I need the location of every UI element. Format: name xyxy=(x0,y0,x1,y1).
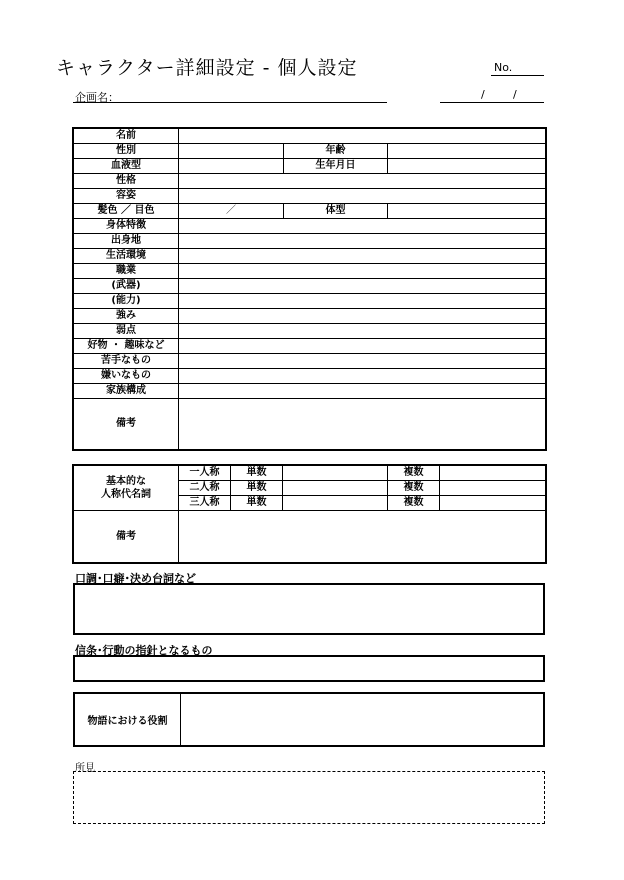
occupation-field[interactable] xyxy=(179,264,546,279)
ability-label: (能力) xyxy=(74,294,179,309)
age-label: 年齢 xyxy=(284,144,388,159)
age-field[interactable] xyxy=(388,144,546,159)
plural-label: 複数 xyxy=(388,466,440,481)
personality-field[interactable] xyxy=(179,174,546,189)
ability-field[interactable] xyxy=(179,294,546,309)
hair-eye-separator: ／ xyxy=(226,205,236,216)
strength-field[interactable] xyxy=(179,309,546,324)
hair-eye-color-field[interactable] xyxy=(179,204,284,219)
appearance-label: 容姿 xyxy=(74,189,179,204)
speech-field[interactable] xyxy=(73,583,545,635)
pronoun-label-line1: 基本的な xyxy=(106,476,146,487)
appearance-field[interactable] xyxy=(179,189,546,204)
body-type-field[interactable] xyxy=(388,204,546,219)
birthday-label: 生年月日 xyxy=(284,159,388,174)
remarks-field[interactable] xyxy=(73,771,545,824)
blood-type-field[interactable] xyxy=(179,159,284,174)
singular-label: 単数 xyxy=(231,481,283,496)
notes-field[interactable] xyxy=(179,399,546,450)
singular-label: 単数 xyxy=(231,466,283,481)
profile-table xyxy=(73,128,546,450)
birthday-field[interactable] xyxy=(388,159,546,174)
number-label: No. xyxy=(494,61,513,74)
plural-label: 複数 xyxy=(388,496,440,511)
weapon-label: (武器) xyxy=(74,279,179,294)
physical-features-label: 身体特徴 xyxy=(74,219,179,234)
occupation-label: 職業 xyxy=(74,264,179,279)
body-type-label: 体型 xyxy=(284,204,388,219)
family-label: 家族構成 xyxy=(74,384,179,399)
second-person-plural-field[interactable] xyxy=(440,481,546,496)
weak-at-label: 苦手なもの xyxy=(74,354,179,369)
environment-field[interactable] xyxy=(179,249,546,264)
family-field[interactable] xyxy=(179,384,546,399)
third-person-plural-field[interactable] xyxy=(440,496,546,511)
pronoun-label xyxy=(74,466,179,511)
role-label: 物語における役割 xyxy=(75,694,181,745)
date-separator: / xyxy=(481,88,485,101)
beliefs-field[interactable] xyxy=(73,655,545,682)
pronoun-notes-field[interactable] xyxy=(179,511,546,563)
dislikes-field[interactable] xyxy=(179,369,546,384)
plan-name-label: 企画名： xyxy=(75,91,119,104)
date-separator: / xyxy=(513,88,517,101)
pronoun-label-line2: 人称代名詞 xyxy=(101,489,151,500)
gender-field[interactable] xyxy=(179,144,284,159)
birthplace-field[interactable] xyxy=(179,234,546,249)
blood-type-label: 血液型 xyxy=(74,159,179,174)
role-box xyxy=(73,692,545,747)
date-field[interactable] xyxy=(440,102,544,103)
likes-label: 好物 ・ 趣味など xyxy=(74,339,179,354)
pronoun-table xyxy=(73,465,546,563)
birthplace-label: 出身地 xyxy=(74,234,179,249)
gender-label: 性別 xyxy=(74,144,179,159)
remarks-label: 所見 xyxy=(75,763,95,774)
first-person-singular-field[interactable] xyxy=(283,466,388,481)
singular-label: 単数 xyxy=(231,496,283,511)
third-person-singular-field[interactable] xyxy=(283,496,388,511)
personality-label: 性格 xyxy=(74,174,179,189)
name-field[interactable] xyxy=(179,129,546,144)
strength-label: 強み xyxy=(74,309,179,324)
plural-label: 複数 xyxy=(388,481,440,496)
plan-name-field[interactable] xyxy=(73,102,387,103)
first-person-label: 一人称 xyxy=(179,466,231,481)
weakness-field[interactable] xyxy=(179,324,546,339)
likes-field[interactable] xyxy=(179,339,546,354)
third-person-label: 三人称 xyxy=(179,496,231,511)
hair-eye-color-label: 髪色 ／ 目色 xyxy=(74,204,179,219)
weak-at-field[interactable] xyxy=(179,354,546,369)
second-person-singular-field[interactable] xyxy=(283,481,388,496)
dislikes-label: 嫌いなもの xyxy=(74,369,179,384)
weakness-label: 弱点 xyxy=(74,324,179,339)
environment-label: 生活環境 xyxy=(74,249,179,264)
physical-features-field[interactable] xyxy=(179,219,546,234)
first-person-plural-field[interactable] xyxy=(440,466,546,481)
second-person-label: 二人称 xyxy=(179,481,231,496)
weapon-field[interactable] xyxy=(179,279,546,294)
page-title: キャラクター詳細設定 - 個人設定 xyxy=(56,57,358,79)
speech-label: 口調･口癖･決め台詞など xyxy=(75,572,196,585)
role-field[interactable] xyxy=(181,694,543,745)
name-label: 名前 xyxy=(74,129,179,144)
notes-label: 備考 xyxy=(74,399,179,450)
number-field[interactable] xyxy=(491,75,544,76)
beliefs-label: 信条･行動の指針となるもの xyxy=(75,644,213,657)
pronoun-notes-label: 備考 xyxy=(74,511,179,563)
